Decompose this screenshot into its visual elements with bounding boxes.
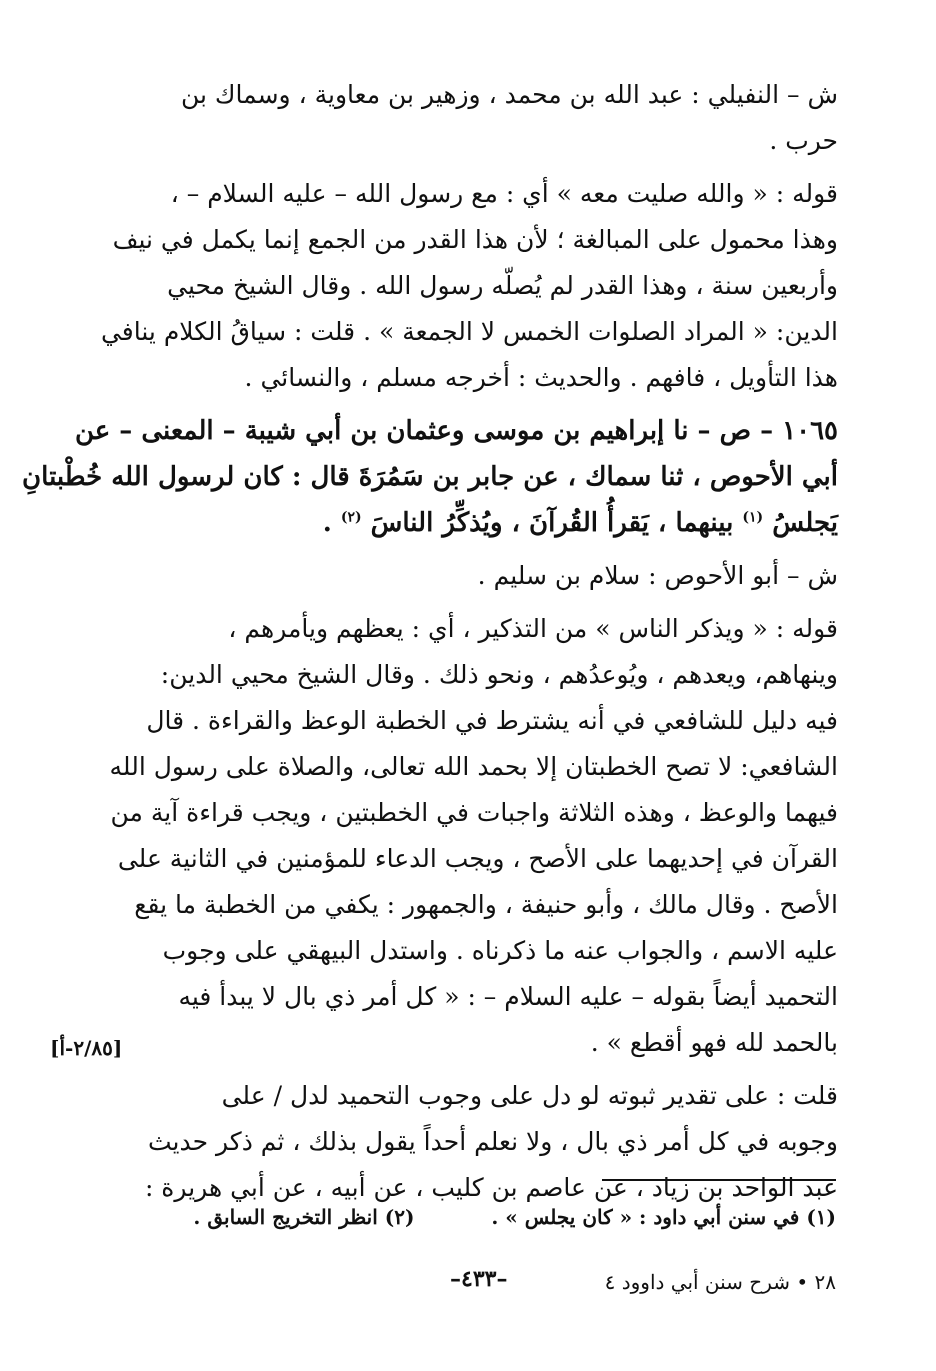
text-line: الشافعي: لا تصح الخطبتان إلا بحمد الله تعالى، والصلاة على رسول الله bbox=[109, 752, 838, 781]
footnote-1: (١) في سنن أبي داود : « كان يجلس » . bbox=[491, 1205, 836, 1229]
paragraph-narrators bbox=[148, 72, 838, 164]
volume-label: ٢٨ • شرح سنن أبي داوود ٤ bbox=[604, 1270, 836, 1294]
footnote-divider bbox=[602, 1179, 836, 1181]
paragraph-narrator-note bbox=[148, 553, 838, 599]
text-line: وهذا محمول على المبالغة ؛ لأن هذا القدر من الجمع إنما يكمل في نيف bbox=[112, 225, 838, 254]
paragraph-commentary-2 bbox=[109, 606, 838, 1066]
text-segment: . bbox=[322, 508, 341, 538]
paragraph-commentary-3 bbox=[144, 1073, 838, 1211]
text-segment: يَجلسُ bbox=[763, 508, 838, 538]
text-line: التحميد أيضاً بقوله – عليه السلام – : « كل أمر ذي بال لا يبدأ فيه bbox=[178, 982, 838, 1011]
text-line: وأربعين سنة ، وهذا القدر لم يُصلّه رسول الله . وقال الشيخ محيي bbox=[167, 271, 838, 300]
text-line: ش – أبو الأحوص : سلام بن سليم . bbox=[477, 561, 838, 590]
text-line: القرآن في إحديهما على الأصح ، ويجب الدعاء للمؤمنين في الثانية على bbox=[117, 844, 838, 873]
text-line: ش – النفيلي : عبد الله بن محمد ، وزهير بن معاوية ، وسماك بن bbox=[180, 80, 838, 109]
text-line: الأصح . وقال مالك ، وأبو حنيفة ، والجمهور : يكفي من الخطبة ما يقع bbox=[134, 890, 838, 919]
text-line: الدين: « المراد الصلوات الخمس لا الجمعة » . قلت : سياقُ الكلام ينافي bbox=[100, 317, 838, 346]
hadith-text bbox=[22, 408, 838, 546]
manuscript-folio-note: [٢/٨٥-أ] bbox=[50, 1036, 123, 1060]
text-line: أبي الأحوص ، ثنا سماك ، عن جابر بن سَمُرَةَ قال : كان لرسول الله خُطْبتانِ bbox=[22, 462, 838, 492]
footnotes bbox=[150, 1200, 836, 1234]
text-line: فيه دليل للشافعي في أنه يشترط في الخطبة الوعظ والقراءة . قال bbox=[146, 706, 838, 735]
text-line: وجوبه في كل أمر ذي بال ، ولا نعلم أحداً يقول بذلك ، ثم ذكر حديث bbox=[147, 1127, 838, 1156]
page-number: –٤٣٣– bbox=[450, 1266, 508, 1292]
text-line: قلت : على تقدير ثبوته لو دل على وجوب التحميد لدل / على bbox=[221, 1081, 838, 1110]
footnote-marker: (١) bbox=[742, 509, 764, 526]
footnote-2: (٢) انظر التخريج السابق . bbox=[193, 1205, 415, 1229]
footnote-marker: (٢) bbox=[340, 509, 362, 526]
text-line: هذا التأويل ، فافهم . والحديث : أخرجه مسلم ، والنسائي . bbox=[244, 363, 838, 392]
text-line: قوله : « والله صليت معه » أي : مع رسول الله – عليه السلام – ، bbox=[170, 179, 838, 208]
text-line: ١٠٦٥ – ص – نا إبراهيم بن موسى وعثمان بن أبي شيبة – المعنى – عن bbox=[74, 416, 838, 446]
text-line bbox=[148, 500, 838, 546]
paragraph-commentary-1 bbox=[100, 171, 838, 401]
text-line: حرب . bbox=[769, 126, 838, 155]
text-line: فيهما والوعظ ، وهذه الثلاثة واجبات في الخطبتين ، ويجب قراءة آية من bbox=[110, 798, 838, 827]
text-line: عبد الواحد بن زياد ، عن عاصم بن كليب ، عن أبيه ، عن أبي هريرة : bbox=[144, 1173, 838, 1202]
text-segment: بينهما ، يَقرأُ القُرآنَ ، ويُذكِّرُ الناسَ bbox=[361, 508, 743, 538]
text-line: عليه الاسم ، والجواب عنه ما ذكرناه . واستدل البيهقي على وجوب bbox=[162, 936, 838, 965]
text-line: قوله : « ويذكر الناس » من التذكير ، أي : يعظهم ويأمرهم ، bbox=[228, 614, 838, 643]
text-line: وينهاهم، ويعدهم ، ويُوعدُهم ، ونحو ذلك . وقال الشيخ محيي الدين: bbox=[160, 660, 838, 689]
text-line: بالحمد لله فهو أقطع » . bbox=[590, 1028, 838, 1057]
page-footer bbox=[150, 1262, 836, 1302]
